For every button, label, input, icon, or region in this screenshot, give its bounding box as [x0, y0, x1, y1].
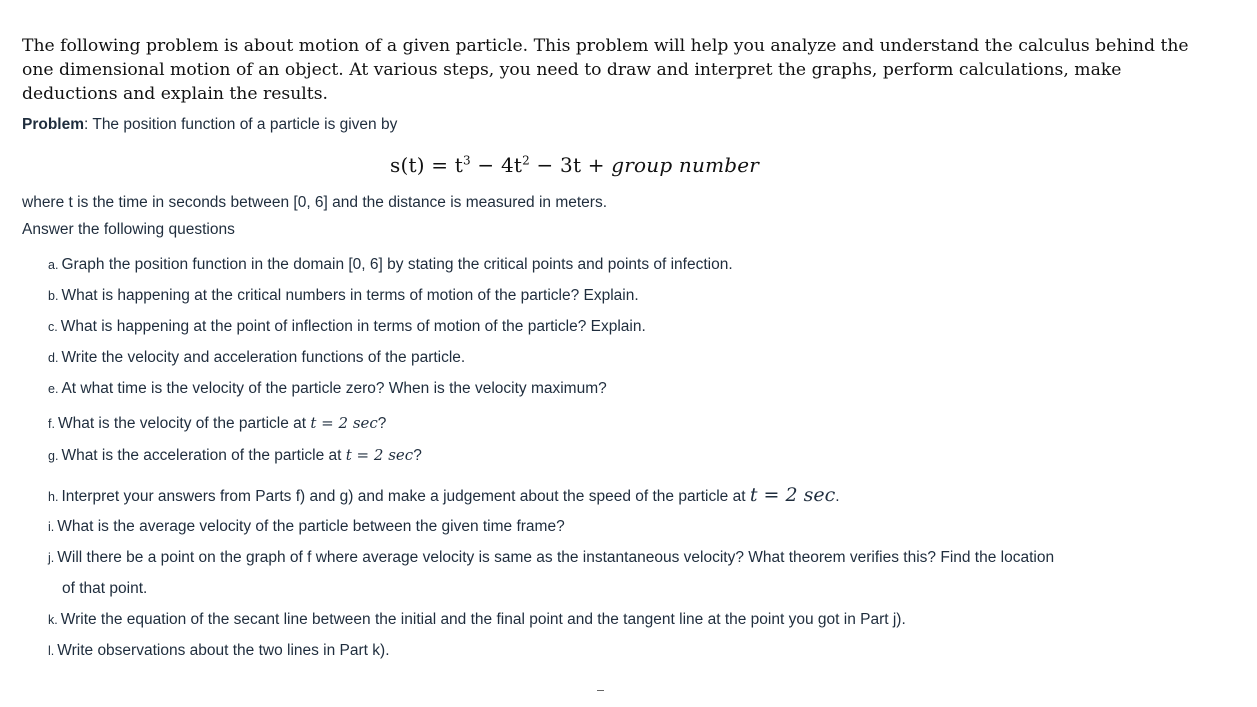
question-d [48, 349, 465, 367]
problem-label: Problem [22, 116, 85, 133]
question-c-text: What is happening at the point of inflection in terms of motion of the particle? Explain. [60, 318, 646, 335]
question-a-letter: a. [48, 258, 59, 272]
question-l [48, 642, 390, 660]
question-g-letter: g. [48, 449, 59, 463]
question-f-text: What is the velocity of the particle at [57, 415, 311, 432]
question-i-letter: i. [48, 520, 55, 534]
intro-paragraph: The following problem is about motion of a given particle. This problem will help you analyze and understand the calculus behind the one dimensional motion of an object. At various steps, you need to draw and interpret the graphs, perform calculations, make deductions and explain the results. [22, 36, 1189, 104]
question-l-letter: l. [48, 644, 55, 658]
equation-lhs: s(t) = t [390, 153, 464, 177]
question-g-math: t = 2 sec [345, 446, 414, 464]
question-j-letter: j. [48, 551, 55, 565]
question-b [48, 287, 639, 305]
answer-instruction: Answer the following questions [22, 221, 235, 238]
question-h-end: . [835, 488, 840, 505]
problem-text: : The position function of a particle is given by [84, 116, 398, 133]
question-f-letter: f. [48, 417, 55, 431]
question-f [48, 414, 386, 433]
problem-statement [22, 116, 397, 134]
question-f-end: ? [377, 415, 387, 432]
equation-power-2: 2 [522, 153, 530, 168]
question-j-continuation: of that point. [62, 580, 148, 597]
question-l-text: Write observations about the two lines in Part k). [57, 642, 390, 659]
where-text: where t is the time in seconds between [0, 6] and the distance is measured in meters. [22, 194, 608, 211]
question-g-end: ? [413, 447, 422, 464]
equation-term-2: − 4t [470, 153, 523, 177]
question-j [48, 549, 1054, 567]
question-k [48, 611, 906, 629]
question-d-text: Write the velocity and acceleration functions of the particle. [61, 349, 466, 366]
question-f-math: t = 2 sec [310, 414, 378, 432]
question-e [48, 380, 607, 398]
equation-power-3: 3 [463, 153, 471, 168]
question-k-text: Write the equation of the secant line between the initial and the final point and the tangent line at the point you got in Part j). [60, 611, 906, 628]
question-i [48, 518, 565, 536]
question-d-letter: d. [48, 351, 59, 365]
question-a [48, 256, 733, 274]
question-k-letter: k. [48, 613, 58, 627]
question-j-text: Will there be a point on the graph of f where average velocity is same as the instantaneous velocity? What theorem verifies this? Find the location [57, 549, 1055, 566]
equation-term-3: − 3t + [529, 153, 612, 177]
page-mark [597, 690, 604, 691]
question-h-text: Interpret your answers from Parts f) and g) and make a judgement about the speed of the particle at [61, 488, 750, 505]
question-h-math: t = 2 sec [749, 484, 836, 506]
question-e-letter: e. [48, 382, 59, 396]
question-c-letter: c. [48, 320, 58, 334]
position-equation [390, 153, 759, 177]
question-c [48, 318, 646, 336]
question-a-text: Graph the position function in the domain [0, 6] by stating the critical points and points of infection. [61, 256, 733, 273]
question-h-letter: h. [48, 490, 59, 504]
question-g [48, 446, 422, 465]
question-e-text: At what time is the velocity of the particle zero? When is the velocity maximum? [61, 380, 607, 397]
question-h [48, 484, 840, 506]
question-i-text: What is the average velocity of the particle between the given time frame? [57, 518, 565, 535]
question-g-text: What is the acceleration of the particle at [61, 447, 346, 464]
equation-group-number: group number [611, 153, 760, 177]
question-b-text: What is happening at the critical numbers in terms of motion of the particle? Explain. [61, 287, 639, 304]
question-b-letter: b. [48, 289, 59, 303]
